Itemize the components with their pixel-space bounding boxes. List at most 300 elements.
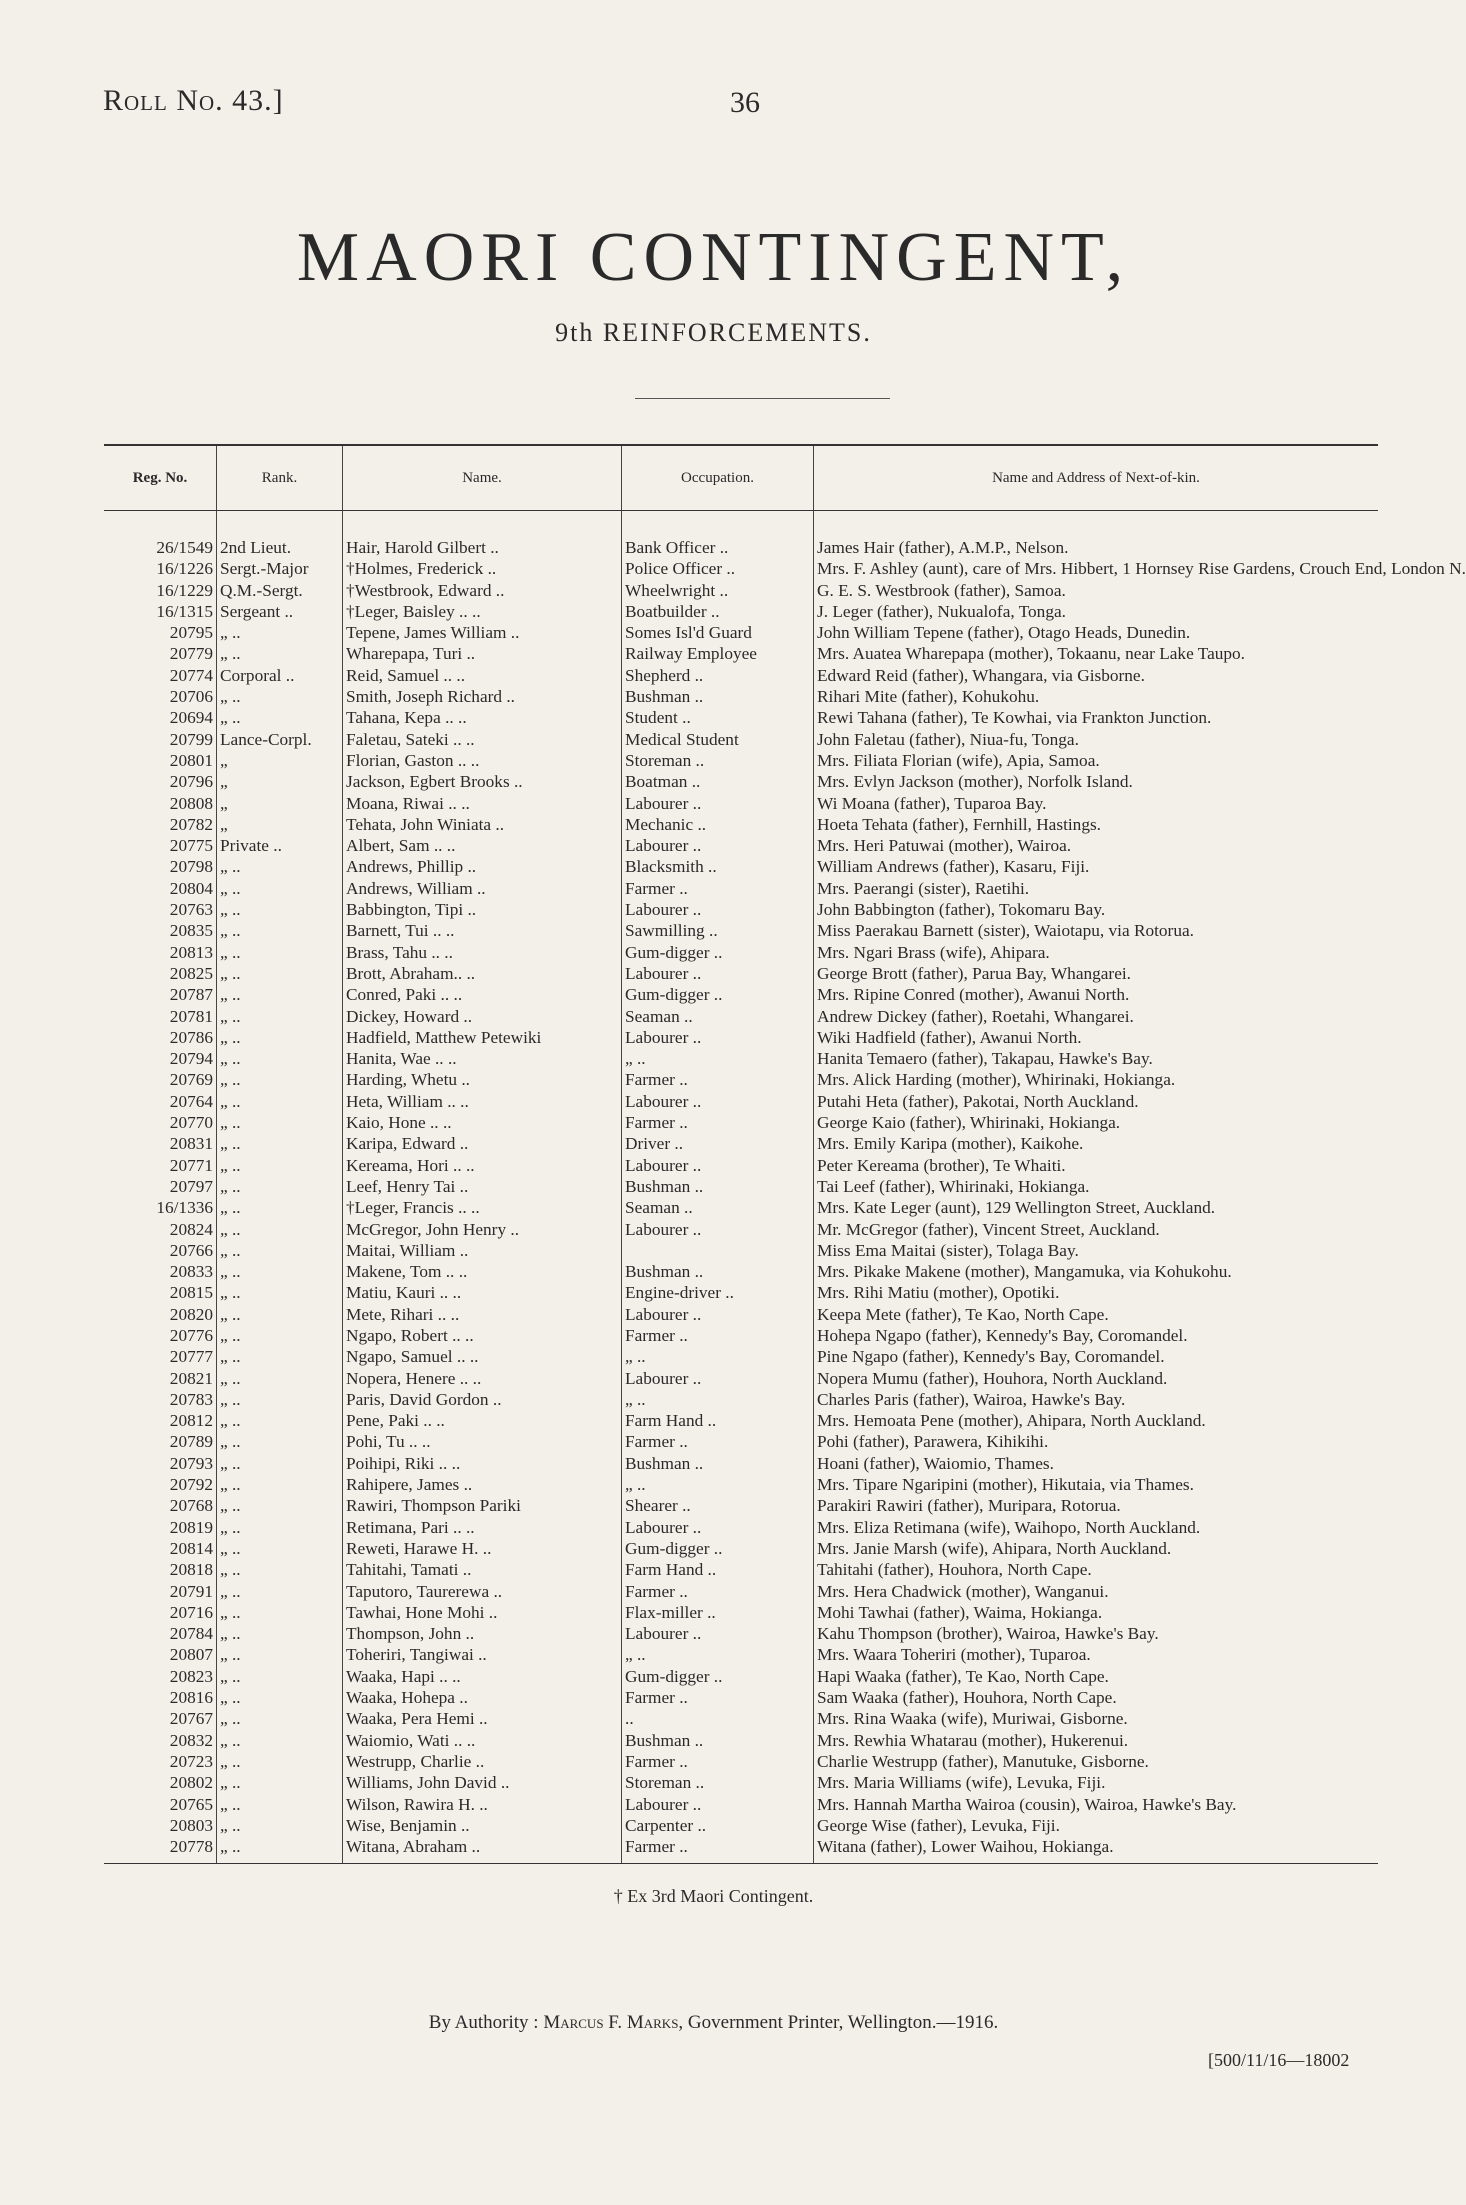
cell-reg-no: 20716 bbox=[169, 1602, 213, 1622]
cell-reg-no: 20824 bbox=[169, 1219, 213, 1239]
table-row bbox=[104, 1495, 1378, 1516]
cell-name: Retimana, Pari .. .. bbox=[343, 1517, 622, 1538]
cell-rank: „ .. bbox=[217, 1474, 343, 1495]
cell-next-of-kin: Hanita Temaero (father), Takapau, Hawke's Bay. bbox=[814, 1048, 1379, 1069]
table-row bbox=[104, 1261, 1378, 1282]
cell-occupation: Bushman .. bbox=[622, 1176, 814, 1197]
cell-next-of-kin: Parakiri Rawiri (father), Muripara, Rotorua. bbox=[814, 1495, 1379, 1516]
cell-rank: „ .. bbox=[217, 1069, 343, 1090]
table-header-row bbox=[104, 445, 1378, 511]
cell-occupation: Mechanic .. bbox=[622, 814, 814, 835]
cell-occupation: Farmer .. bbox=[622, 1836, 814, 1864]
cell-next-of-kin: Putahi Heta (father), Pakotai, North Auckland. bbox=[814, 1091, 1379, 1112]
cell-rank: „ .. bbox=[217, 1410, 343, 1431]
cell-occupation: Farmer .. bbox=[622, 1325, 814, 1346]
cell-next-of-kin: Mrs. Hera Chadwick (mother), Wanganui. bbox=[814, 1581, 1379, 1602]
cell-occupation: Police Officer .. bbox=[622, 558, 814, 579]
cell-rank: „ .. bbox=[217, 1112, 343, 1133]
cell-name: Pohi, Tu .. .. bbox=[343, 1431, 622, 1452]
cell-next-of-kin: Tahitahi (father), Houhora, North Cape. bbox=[814, 1559, 1379, 1580]
cell-occupation: Labourer .. bbox=[622, 1091, 814, 1112]
cell-name: Toheriri, Tangiwai .. bbox=[343, 1644, 622, 1665]
cell-reg-no: 20833 bbox=[169, 1262, 213, 1282]
table-row bbox=[104, 814, 1378, 835]
table-row bbox=[104, 1623, 1378, 1644]
cell-name: Moana, Riwai .. .. bbox=[343, 793, 622, 814]
table-row bbox=[104, 1474, 1378, 1495]
cell-next-of-kin: John Babbington (father), Tokomaru Bay. bbox=[814, 899, 1379, 920]
cell-name: Waaka, Pera Hemi .. bbox=[343, 1708, 622, 1729]
cell-rank: „ .. bbox=[217, 1708, 343, 1729]
cell-next-of-kin: Miss Paerakau Barnett (sister), Waiotapu, via Rotorua. bbox=[814, 920, 1379, 941]
cell-reg-no: 20819 bbox=[169, 1517, 213, 1537]
cell-reg-no: 20694 bbox=[169, 708, 213, 728]
cell-name: Nopera, Henere .. .. bbox=[343, 1368, 622, 1389]
cell-name: McGregor, John Henry .. bbox=[343, 1219, 622, 1240]
cell-rank: „ .. bbox=[217, 1219, 343, 1240]
cell-name: Andrews, William .. bbox=[343, 878, 622, 899]
cell-rank: „ bbox=[217, 814, 343, 835]
cell-rank: „ .. bbox=[217, 1325, 343, 1346]
table-row bbox=[104, 601, 1378, 622]
table-row bbox=[104, 856, 1378, 877]
cell-name: †Leger, Baisley .. .. bbox=[343, 601, 622, 622]
table-row bbox=[104, 1602, 1378, 1623]
table-row bbox=[104, 1389, 1378, 1410]
cell-rank: „ .. bbox=[217, 1240, 343, 1261]
page-number: 36 bbox=[730, 86, 760, 119]
cell-next-of-kin: Hohepa Ngapo (father), Kennedy's Bay, Coromandel. bbox=[814, 1325, 1379, 1346]
cell-rank: „ .. bbox=[217, 984, 343, 1005]
cell-next-of-kin: Mrs. Rina Waaka (wife), Muriwai, Gisborne. bbox=[814, 1708, 1379, 1729]
cell-rank: „ .. bbox=[217, 1282, 343, 1303]
col-header-occupation: Occupation. bbox=[622, 445, 814, 511]
cell-reg-no: 20831 bbox=[169, 1134, 213, 1154]
cell-occupation: Labourer .. bbox=[622, 1794, 814, 1815]
cell-reg-no: 20825 bbox=[169, 963, 213, 983]
cell-next-of-kin: Mrs. F. Ashley (aunt), care of Mrs. Hibbert, 1 Hornsey Rise Gardens, Crouch End, London N. bbox=[814, 558, 1379, 579]
cell-next-of-kin: Mrs. Maria Williams (wife), Levuka, Fiji. bbox=[814, 1772, 1379, 1793]
cell-next-of-kin: Mrs. Ngari Brass (wife), Ahipara. bbox=[814, 942, 1379, 963]
cell-rank: „ .. bbox=[217, 1644, 343, 1665]
cell-rank: „ .. bbox=[217, 622, 343, 643]
cell-occupation: Farmer .. bbox=[622, 878, 814, 899]
cell-occupation: Somes Isl'd Guard bbox=[622, 622, 814, 643]
cell-reg-no: 20821 bbox=[169, 1368, 213, 1388]
table-row bbox=[104, 1282, 1378, 1303]
cell-next-of-kin: Pine Ngapo (father), Kennedy's Bay, Coromandel. bbox=[814, 1346, 1379, 1367]
cell-next-of-kin: Hoeta Tehata (father), Fernhill, Hastings. bbox=[814, 814, 1379, 835]
cell-next-of-kin: Mrs. Ripine Conred (mother), Awanui North. bbox=[814, 984, 1379, 1005]
cell-next-of-kin: Mohi Tawhai (father), Waima, Hokianga. bbox=[814, 1602, 1379, 1623]
table-row bbox=[104, 1346, 1378, 1367]
cell-occupation: Gum-digger .. bbox=[622, 1666, 814, 1687]
table-row bbox=[104, 1069, 1378, 1090]
cell-reg-no: 20835 bbox=[169, 921, 213, 941]
table-row bbox=[104, 793, 1378, 814]
table-row bbox=[104, 1772, 1378, 1793]
cell-occupation: Labourer .. bbox=[622, 835, 814, 856]
nominal-roll-table bbox=[104, 444, 1466, 1864]
cell-next-of-kin: Mrs. Kate Leger (aunt), 129 Wellington Street, Auckland. bbox=[814, 1197, 1379, 1218]
table-row bbox=[104, 643, 1378, 664]
cell-name: Wise, Benjamin .. bbox=[343, 1815, 622, 1836]
cell-rank: „ .. bbox=[217, 1517, 343, 1538]
table-row bbox=[104, 1368, 1378, 1389]
cell-rank: Lance-Corpl. bbox=[217, 729, 343, 750]
cell-reg-no: 20764 bbox=[169, 1091, 213, 1111]
cell-name: Florian, Gaston .. .. bbox=[343, 750, 622, 771]
cell-occupation: Boatbuilder .. bbox=[622, 601, 814, 622]
cell-rank: „ .. bbox=[217, 1666, 343, 1687]
cell-reg-no: 20723 bbox=[169, 1751, 213, 1771]
cell-next-of-kin: Mrs. Hannah Martha Wairoa (cousin), Wairoa, Hawke's Bay. bbox=[814, 1794, 1379, 1815]
cell-occupation: Driver .. bbox=[622, 1133, 814, 1154]
cell-occupation: Gum-digger .. bbox=[622, 942, 814, 963]
cell-rank: „ .. bbox=[217, 1006, 343, 1027]
cell-rank: „ .. bbox=[217, 1751, 343, 1772]
cell-occupation: Bushman .. bbox=[622, 686, 814, 707]
table-row bbox=[104, 537, 1378, 558]
cell-name: Smith, Joseph Richard .. bbox=[343, 686, 622, 707]
table-row bbox=[104, 1176, 1378, 1197]
table-row bbox=[104, 1197, 1378, 1218]
cell-occupation: „ .. bbox=[622, 1644, 814, 1665]
cell-reg-no: 16/1315 bbox=[156, 601, 213, 621]
table-row bbox=[104, 771, 1378, 792]
cell-name: Mete, Rihari .. .. bbox=[343, 1304, 622, 1325]
cell-rank: „ .. bbox=[217, 1133, 343, 1154]
cell-occupation: Labourer .. bbox=[622, 1368, 814, 1389]
cell-name: Maitai, William .. bbox=[343, 1240, 622, 1261]
cell-occupation: .. bbox=[622, 1708, 814, 1729]
cell-rank: „ bbox=[217, 793, 343, 814]
cell-reg-no: 20784 bbox=[169, 1624, 213, 1644]
cell-name: †Leger, Francis .. .. bbox=[343, 1197, 622, 1218]
cell-reg-no: 20799 bbox=[169, 729, 213, 749]
cell-name: Williams, John David .. bbox=[343, 1772, 622, 1793]
cell-reg-no: 20798 bbox=[169, 857, 213, 877]
cell-occupation: Gum-digger .. bbox=[622, 984, 814, 1005]
table-row bbox=[104, 1644, 1378, 1665]
cell-name: Kereama, Hori .. .. bbox=[343, 1155, 622, 1176]
cell-rank: „ .. bbox=[217, 1176, 343, 1197]
cell-name: Barnett, Tui .. .. bbox=[343, 920, 622, 941]
cell-reg-no: 20812 bbox=[169, 1411, 213, 1431]
cell-name: Kaio, Hone .. .. bbox=[343, 1112, 622, 1133]
cell-occupation: Labourer .. bbox=[622, 963, 814, 984]
cell-next-of-kin: Tai Leef (father), Whirinaki, Hokianga. bbox=[814, 1176, 1379, 1197]
cell-occupation: Labourer .. bbox=[622, 793, 814, 814]
cell-next-of-kin: Mrs. Filiata Florian (wife), Apia, Samoa. bbox=[814, 750, 1379, 771]
cell-next-of-kin: James Hair (father), A.M.P., Nelson. bbox=[814, 537, 1379, 558]
cell-occupation bbox=[622, 1240, 814, 1261]
cell-occupation: Farmer .. bbox=[622, 1687, 814, 1708]
cell-occupation: Farmer .. bbox=[622, 1431, 814, 1452]
table-row bbox=[104, 1559, 1378, 1580]
roll-number: Roll No. 43.] bbox=[103, 84, 284, 117]
cell-next-of-kin: Witana (father), Lower Waihou, Hokianga. bbox=[814, 1836, 1379, 1864]
cell-name: Tahana, Kepa .. .. bbox=[343, 707, 622, 728]
cell-next-of-kin: Mrs. Eliza Retimana (wife), Waihopo, North Auckland. bbox=[814, 1517, 1379, 1538]
cell-reg-no: 20801 bbox=[169, 750, 213, 770]
cell-reg-no: 16/1226 bbox=[156, 559, 213, 579]
col-header-rank: Rank. bbox=[217, 445, 343, 511]
title-divider bbox=[635, 398, 890, 399]
cell-rank: „ .. bbox=[217, 686, 343, 707]
cell-occupation: Medical Student bbox=[622, 729, 814, 750]
cell-name: Westrupp, Charlie .. bbox=[343, 1751, 622, 1772]
cell-name: Babbington, Tipi .. bbox=[343, 899, 622, 920]
cell-occupation: Farmer .. bbox=[622, 1069, 814, 1090]
table-row bbox=[104, 920, 1378, 941]
table-row bbox=[104, 686, 1378, 707]
cell-next-of-kin: Wiki Hadfield (father), Awanui North. bbox=[814, 1027, 1379, 1048]
cell-rank: „ .. bbox=[217, 1027, 343, 1048]
cell-reg-no: 20783 bbox=[169, 1389, 213, 1409]
cell-rank: „ .. bbox=[217, 1687, 343, 1708]
cell-name: Matiu, Kauri .. .. bbox=[343, 1282, 622, 1303]
cell-occupation: Labourer .. bbox=[622, 1517, 814, 1538]
cell-occupation: „ .. bbox=[622, 1048, 814, 1069]
cell-name: Dickey, Howard .. bbox=[343, 1006, 622, 1027]
cell-rank: „ .. bbox=[217, 1453, 343, 1474]
cell-occupation: Carpenter .. bbox=[622, 1815, 814, 1836]
cell-rank: „ .. bbox=[217, 1048, 343, 1069]
cell-rank: „ .. bbox=[217, 1794, 343, 1815]
table-row bbox=[104, 1730, 1378, 1751]
cell-occupation: Labourer .. bbox=[622, 1027, 814, 1048]
cell-name: Hair, Harold Gilbert .. bbox=[343, 537, 622, 558]
cell-next-of-kin: Mrs. Auatea Wharepapa (mother), Tokaanu, near Lake Taupo. bbox=[814, 643, 1379, 664]
cell-reg-no: 20777 bbox=[169, 1347, 213, 1367]
cell-name: Paris, David Gordon .. bbox=[343, 1389, 622, 1410]
cell-next-of-kin: Mrs. Alick Harding (mother), Whirinaki, Hokianga. bbox=[814, 1069, 1379, 1090]
cell-next-of-kin: Mrs. Heri Patuwai (mother), Wairoa. bbox=[814, 835, 1379, 856]
cell-rank: „ .. bbox=[217, 707, 343, 728]
cell-reg-no: 20797 bbox=[169, 1176, 213, 1196]
cell-reg-no: 20782 bbox=[169, 814, 213, 834]
cell-name: Jackson, Egbert Brooks .. bbox=[343, 771, 622, 792]
cell-reg-no: 20818 bbox=[169, 1560, 213, 1580]
cell-rank: „ .. bbox=[217, 1431, 343, 1452]
cell-name: Poihipi, Riki .. .. bbox=[343, 1453, 622, 1474]
cell-reg-no: 20769 bbox=[169, 1070, 213, 1090]
cell-next-of-kin: Mr. McGregor (father), Vincent Street, Auckland. bbox=[814, 1219, 1379, 1240]
cell-occupation: Farm Hand .. bbox=[622, 1410, 814, 1431]
cell-rank: „ .. bbox=[217, 1261, 343, 1282]
authority-suffix: , Government Printer, Wellington.—1916. bbox=[678, 2012, 999, 2033]
table-row bbox=[104, 1687, 1378, 1708]
cell-name: Conred, Paki .. .. bbox=[343, 984, 622, 1005]
cell-rank: „ .. bbox=[217, 1197, 343, 1218]
cell-rank: „ .. bbox=[217, 1091, 343, 1112]
col-header-reg-no: Reg. No. bbox=[104, 445, 217, 511]
cell-next-of-kin: Edward Reid (father), Whangara, via Gisborne. bbox=[814, 665, 1379, 686]
cell-name: Hanita, Wae .. .. bbox=[343, 1048, 622, 1069]
table-row bbox=[104, 1091, 1378, 1112]
cell-reg-no: 20796 bbox=[169, 772, 213, 792]
cell-name: Heta, William .. .. bbox=[343, 1091, 622, 1112]
cell-name: Waiomio, Wati .. .. bbox=[343, 1730, 622, 1751]
table-body bbox=[104, 511, 1466, 1864]
cell-reg-no: 20775 bbox=[169, 836, 213, 856]
cell-occupation: Student .. bbox=[622, 707, 814, 728]
cell-name: Brott, Abraham.. .. bbox=[343, 963, 622, 984]
cell-name: Leef, Henry Tai .. bbox=[343, 1176, 622, 1197]
cell-next-of-kin: Mrs. Hemoata Pene (mother), Ahipara, North Auckland. bbox=[814, 1410, 1379, 1431]
cell-name: Faletau, Sateki .. .. bbox=[343, 729, 622, 750]
table-row bbox=[104, 1517, 1378, 1538]
cell-name: Harding, Whetu .. bbox=[343, 1069, 622, 1090]
cell-reg-no: 20789 bbox=[169, 1432, 213, 1452]
table-row bbox=[104, 558, 1378, 579]
table-row bbox=[104, 729, 1378, 750]
cell-name: †Holmes, Frederick .. bbox=[343, 558, 622, 579]
cell-next-of-kin: Miss Ema Maitai (sister), Tolaga Bay. bbox=[814, 1240, 1379, 1261]
cell-reg-no: 20770 bbox=[169, 1113, 213, 1133]
cell-next-of-kin: Mrs. Waara Toheriri (mother), Tuparoa. bbox=[814, 1644, 1379, 1665]
cell-next-of-kin: William Andrews (father), Kasaru, Fiji. bbox=[814, 856, 1379, 877]
page-title: MAORI CONTINGENT, bbox=[296, 219, 1131, 296]
cell-occupation: Labourer .. bbox=[622, 899, 814, 920]
authority-prefix: By Authority : bbox=[428, 2012, 539, 2033]
cell-occupation: Shearer .. bbox=[622, 1495, 814, 1516]
cell-next-of-kin: John William Tepene (father), Otago Heads, Dunedin. bbox=[814, 622, 1379, 643]
cell-reg-no: 20774 bbox=[169, 665, 213, 685]
cell-name: Ngapo, Samuel .. .. bbox=[343, 1346, 622, 1367]
table-row bbox=[104, 1112, 1378, 1133]
table-row bbox=[104, 1836, 1378, 1864]
table-row bbox=[104, 984, 1378, 1005]
cell-name: Wilson, Rawira H. .. bbox=[343, 1794, 622, 1815]
table-row bbox=[104, 750, 1378, 771]
cell-name: Andrews, Phillip .. bbox=[343, 856, 622, 877]
cell-reg-no: 20803 bbox=[169, 1815, 213, 1835]
cell-rank: „ .. bbox=[217, 1602, 343, 1623]
cell-occupation: Seaman .. bbox=[622, 1006, 814, 1027]
cell-name: Karipa, Edward .. bbox=[343, 1133, 622, 1154]
cell-name: Rawiri, Thompson Pariki bbox=[343, 1495, 622, 1516]
cell-reg-no: 20786 bbox=[169, 1027, 213, 1047]
table-row bbox=[104, 622, 1378, 643]
cell-occupation: Farm Hand .. bbox=[622, 1559, 814, 1580]
cell-reg-no: 20832 bbox=[169, 1730, 213, 1750]
cell-reg-no: 20795 bbox=[169, 623, 213, 643]
cell-reg-no: 20766 bbox=[169, 1240, 213, 1260]
cell-name: Witana, Abraham .. bbox=[343, 1836, 622, 1864]
cell-occupation: Labourer .. bbox=[622, 1155, 814, 1176]
cell-next-of-kin: Mrs. Rewhia Whatarau (mother), Hukerenui. bbox=[814, 1730, 1379, 1751]
table-row bbox=[104, 580, 1378, 601]
table-row bbox=[104, 1304, 1378, 1325]
table-row bbox=[104, 1325, 1378, 1346]
cell-name: Rahipere, James .. bbox=[343, 1474, 622, 1495]
table-row bbox=[104, 1240, 1378, 1261]
cell-occupation: Seaman .. bbox=[622, 1197, 814, 1218]
cell-name: Taputoro, Taurerewa .. bbox=[343, 1581, 622, 1602]
cell-rank: „ .. bbox=[217, 1836, 343, 1864]
table-row bbox=[104, 665, 1378, 686]
cell-rank: „ bbox=[217, 750, 343, 771]
cell-occupation: Shepherd .. bbox=[622, 665, 814, 686]
table-row bbox=[104, 1538, 1378, 1559]
table-row bbox=[104, 878, 1378, 899]
cell-name: Wharepapa, Turi .. bbox=[343, 643, 622, 664]
cell-rank: Q.M.-Sergt. bbox=[217, 580, 343, 601]
cell-next-of-kin: Nopera Mumu (father), Houhora, North Auckland. bbox=[814, 1368, 1379, 1389]
cell-reg-no: 20816 bbox=[169, 1688, 213, 1708]
cell-rank: Sergt.-Major bbox=[217, 558, 343, 579]
table-row bbox=[104, 1219, 1378, 1240]
footnote: † Ex 3rd Maori Contingent. bbox=[613, 1886, 814, 1906]
print-code: [500/11/16—18002 bbox=[1208, 2050, 1350, 2070]
cell-occupation: Labourer .. bbox=[622, 1219, 814, 1240]
cell-reg-no: 20814 bbox=[169, 1538, 213, 1558]
cell-name: Tehata, John Winiata .. bbox=[343, 814, 622, 835]
cell-reg-no: 26/1549 bbox=[156, 538, 213, 557]
table-row bbox=[104, 1155, 1378, 1176]
cell-name: Waaka, Hapi .. .. bbox=[343, 1666, 622, 1687]
cell-occupation: Labourer .. bbox=[622, 1304, 814, 1325]
cell-next-of-kin: George Brott (father), Parua Bay, Whangarei. bbox=[814, 963, 1379, 984]
table-row bbox=[104, 1048, 1378, 1069]
printer-name: Marcus F. Marks bbox=[543, 2012, 679, 2033]
cell-reg-no: 16/1229 bbox=[156, 580, 213, 600]
cell-occupation: Gum-digger .. bbox=[622, 1538, 814, 1559]
cell-reg-no: 20781 bbox=[169, 1006, 213, 1026]
cell-reg-no: 20706 bbox=[169, 687, 213, 707]
cell-occupation: Blacksmith .. bbox=[622, 856, 814, 877]
cell-occupation: „ .. bbox=[622, 1389, 814, 1410]
cell-rank: „ .. bbox=[217, 1815, 343, 1836]
cell-reg-no: 20807 bbox=[169, 1645, 213, 1665]
table-row bbox=[104, 1027, 1378, 1048]
cell-reg-no: 20804 bbox=[169, 878, 213, 898]
cell-rank: „ .. bbox=[217, 1304, 343, 1325]
cell-next-of-kin: John Faletau (father), Niua-fu, Tonga. bbox=[814, 729, 1379, 750]
cell-rank: „ .. bbox=[217, 899, 343, 920]
cell-rank: „ .. bbox=[217, 1772, 343, 1793]
cell-occupation: „ .. bbox=[622, 1346, 814, 1367]
table-row bbox=[104, 1794, 1378, 1815]
table-row bbox=[104, 1006, 1378, 1027]
cell-name: Reweti, Harawe H. .. bbox=[343, 1538, 622, 1559]
cell-rank: „ .. bbox=[217, 1538, 343, 1559]
table-row bbox=[104, 899, 1378, 920]
cell-rank: „ .. bbox=[217, 1346, 343, 1367]
cell-occupation: Farmer .. bbox=[622, 1581, 814, 1602]
cell-next-of-kin: Peter Kereama (brother), Te Whaiti. bbox=[814, 1155, 1379, 1176]
cell-occupation: Boatman .. bbox=[622, 771, 814, 792]
cell-reg-no: 20802 bbox=[169, 1773, 213, 1793]
table-row bbox=[104, 1708, 1378, 1729]
table-row bbox=[104, 1431, 1378, 1452]
cell-rank: „ .. bbox=[217, 1495, 343, 1516]
cell-reg-no: 20787 bbox=[169, 985, 213, 1005]
cell-next-of-kin: Pohi (father), Parawera, Kihikihi. bbox=[814, 1431, 1379, 1452]
cell-rank: „ .. bbox=[217, 1730, 343, 1751]
cell-rank: „ .. bbox=[217, 1368, 343, 1389]
cell-next-of-kin: Hapi Waaka (father), Te Kao, North Cape. bbox=[814, 1666, 1379, 1687]
table-row bbox=[104, 835, 1378, 856]
cell-next-of-kin: Kahu Thompson (brother), Wairoa, Hawke's Bay. bbox=[814, 1623, 1379, 1644]
cell-reg-no: 20767 bbox=[169, 1709, 213, 1729]
cell-rank: 2nd Lieut. bbox=[217, 537, 343, 558]
table-row bbox=[104, 707, 1378, 728]
cell-reg-no: 16/1336 bbox=[156, 1198, 213, 1218]
cell-rank: Sergeant .. bbox=[217, 601, 343, 622]
